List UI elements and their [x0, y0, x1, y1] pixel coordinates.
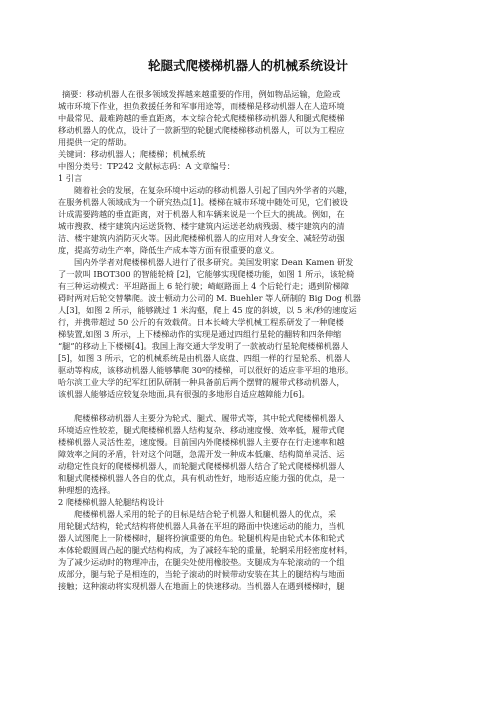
- text-line: 碍时两对后轮交替攀爬。波士顿动力公司的 M. Buehler 等人研制的 Big Dog 机器: [58, 293, 361, 303]
- text-line: “腿”的移动上下楼梯[4]。我国上海交通大学发明了一款被动行星轮爬楼梯机器人: [58, 341, 349, 351]
- text-line: 行，并携带超过 50 公斤的有效载荷。日本长崎大学机械工程系研发了一种爬楼: [58, 317, 344, 327]
- text-line: 种理想的选择。: [58, 485, 116, 495]
- text-line: 爬楼梯移动机器人主要分为轮式、腿式、履带式等，其中轮式爬楼梯机器人: [74, 413, 345, 423]
- text-line: 中图分类号：TP242 文献标志码：A 文章编号：: [58, 161, 235, 171]
- text-line: 环境适应性较差，腿式爬楼梯机器人结构复杂、移动速度慢、效率低，履带式爬: [58, 425, 345, 435]
- text-line: 随着社会的发展，在复杂环境中运动的移动机器人引起了国内外学者的兴趣，: [74, 185, 353, 195]
- text-line: 2 爬楼梯机器人轮腿结构设计: [58, 497, 165, 507]
- text-line: 关键词：移动机器人；爬楼梯；机械系统: [58, 149, 206, 159]
- text-line: 成部分，腿与轮子是相连的，当轮子滚动的时候带动安装在其上的腿结构与地面: [58, 569, 345, 579]
- text-line: 中最常见、最难跨越的垂直距离，本文综合轮式爬楼梯移动机器人和腿式爬楼梯: [58, 113, 345, 123]
- text-line: 为了减少运动时的物理冲击，在腿尖处使用橡胶垫。支腿成为车轮滚动的一个组: [58, 557, 345, 567]
- text-line: 爬楼梯机器人采用的轮子的目标是结合轮子机器人和腿机器人的优点，采: [74, 509, 337, 519]
- text-line: 障效率之间的矛盾，针对这个问题，急需开发一种成本低廉、结构简单灵活、运: [58, 449, 345, 459]
- text-line: 城市搜救、楼宇建筑内运送货物、楼宇建筑内运送老幼病残弱、楼宇建筑内的清: [58, 221, 345, 231]
- text-line: 人[3]，如图 2 所示，能够跳过 1 米沟壑，爬上 45 度的斜坡，以 5 米/秒的速度运: [58, 305, 357, 315]
- paper-body: [58, 88, 438, 592]
- paper-title: 轮腿式爬楼梯机器人的机械系统设计: [147, 58, 348, 73]
- text-line: 度，提高劳动生产率，降低生产成本等方面有很重要的意义。: [58, 245, 280, 255]
- text-line: 移动机器人的优点，设计了一款新型的轮腿式爬楼梯移动机器人，可以为工程应: [58, 125, 345, 135]
- text-line: 城市环境下作业，担负救援任务和军事用途等，而楼梯是移动机器人在人造环境: [58, 101, 345, 111]
- text-line: 洁、楼宇建筑内消防灭火等。因此爬楼梯机器人的应用对人身安全、减轻劳动强: [58, 233, 345, 243]
- text-line: 有三种运动模式：平坦路面上 6 轮行驶；崎岖路面上 4 个后轮行走；遇到阶梯障: [58, 281, 350, 291]
- blank-line: [58, 400, 438, 412]
- text-line: 摘要：移动机器人在很多领域发挥越来越重要的作用，例如物品运输，危险或: [62, 89, 341, 99]
- text-line: 哈尔滨工业大学的纪军红团队研制一种具备前后两个摆臂的履带式移动机器人，: [58, 377, 345, 387]
- text-line: 用提供一定的帮助。: [58, 137, 132, 147]
- text-line: 1 引言: [58, 173, 83, 183]
- text-line: 器人试图爬上一阶楼梯时，腿将扮演重要的角色。轮腿机构是由轮式本体和轮式: [58, 533, 345, 543]
- text-line: 楼梯机器人灵活性差，速度慢。目前国内外爬楼梯机器人主要存在行走速率和越: [58, 437, 345, 447]
- text-line: 接触；这种滚动将实现机器人在地面上的快速移动。当机器人在遇到楼梯时，腿: [58, 581, 345, 591]
- text-line: 驱动等构成，该移动机器人能够攀爬 30º的楼梯，可以很好的适应非平坦的地形。: [58, 365, 354, 375]
- text-line: 计成需要跨越的垂直距离，对于机器人和车辆来说是一个巨大的挑战。例如，在: [58, 209, 345, 219]
- text-line: 本体轮毂圆周凸起的腿式结构构成，为了减轻车轮的重量，轮辋采用轻密度材料，: [58, 545, 353, 555]
- text-line: 用轮腿式结构，轮式结构将使机器人具备在平坦的路面中快速运动的能力，当机: [58, 521, 345, 531]
- text-line: 在服务机器人领域成为一个研究热点[1]。楼梯在城市环境中随处可见，它们被设: [58, 197, 348, 207]
- text-line: 和腿式爬楼梯机器人各自的优点，具有机动性好，地形适应能力强的优点，是一: [58, 473, 345, 483]
- text-line: 了一款叫 IBOT300 的智能轮椅 [2]，它能够实现爬楼功能，如图 1 所示，该轮椅: [58, 269, 355, 279]
- text-line: 该机器人能够适应较复杂地面,具有很强的多地形自适应越障能力[6]。: [58, 389, 310, 399]
- text-line: 梯装置,如图 3 所示，上下楼梯动作的实现是通过四组行星轮的翻转和四条伸缩: [58, 329, 342, 339]
- text-line: 动稳定性良好的爬楼梯机器人，而轮腿式爬楼梯机器人结合了轮式爬楼梯机器人: [58, 461, 345, 471]
- text-line: [5]，如图 3 所示，它的机械系统是由机器人底盘、四组一样的行星轮系、机器人: [58, 353, 351, 363]
- text-line: 国内外学者对爬楼梯机器人进行了很多研究。美国发明家 Dean Kamen 研发: [74, 257, 354, 267]
